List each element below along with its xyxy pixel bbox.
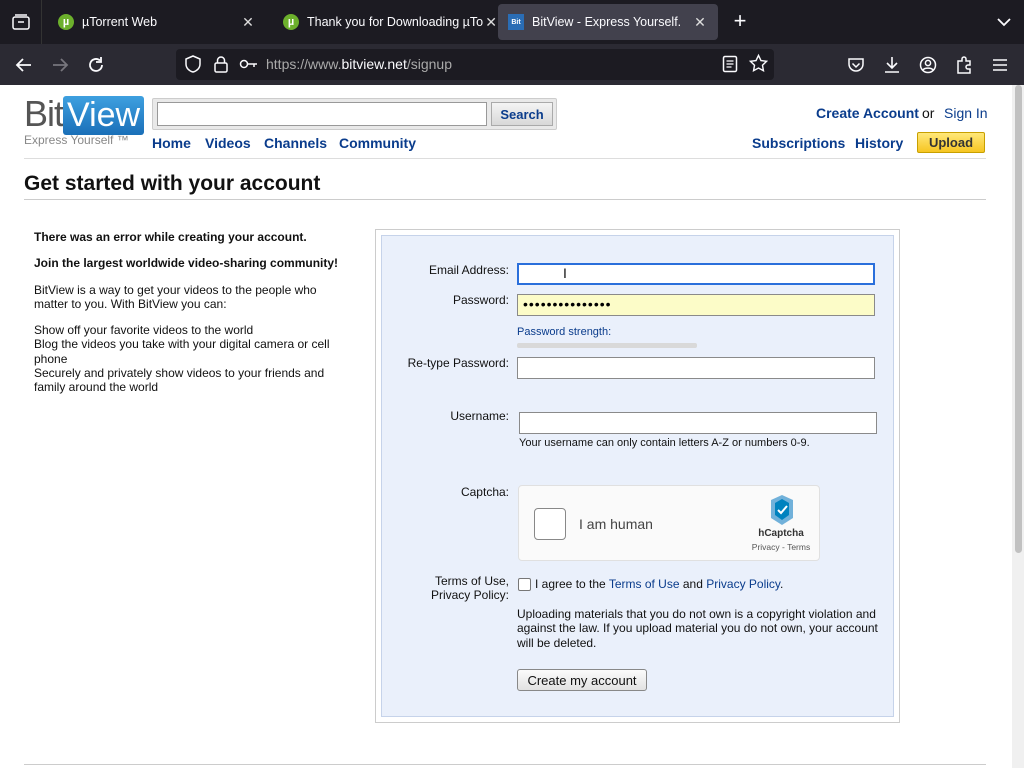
agree-suffix: .: [780, 577, 784, 591]
password-strength-label: Password strength:: [517, 326, 612, 338]
password-label: Password:: [452, 293, 509, 307]
password-field[interactable]: •••••••••••••••: [517, 294, 875, 316]
signup-form-frame: [375, 229, 900, 723]
email-label: Email Address:: [428, 263, 509, 277]
page-title: Get started with your account: [24, 172, 321, 195]
logo-view-text: View: [63, 96, 144, 135]
back-icon[interactable]: [13, 54, 35, 76]
list-all-tabs-icon[interactable]: [994, 12, 1014, 32]
hcaptcha-brand: hCaptcha: [758, 528, 804, 539]
menu-icon[interactable]: [989, 54, 1011, 76]
tab-bitview[interactable]: [498, 4, 718, 40]
or-text: or: [922, 105, 935, 121]
captcha-label: Captcha:: [460, 485, 509, 499]
create-account-button[interactable]: Create my account: [517, 669, 647, 691]
extensions-icon[interactable]: [953, 54, 975, 76]
footer-divider: [24, 764, 986, 765]
sign-in-link[interactable]: Sign In: [944, 105, 988, 121]
new-tab-icon[interactable]: +: [733, 8, 747, 33]
terms-label-line2: Privacy Policy:: [430, 588, 509, 602]
hcaptcha-logo-icon: [765, 494, 799, 526]
url-bar[interactable]: [176, 49, 774, 80]
terms-label: [369, 574, 509, 602]
reader-view-icon[interactable]: [722, 55, 738, 78]
nav-home[interactable]: Home: [152, 135, 191, 151]
tab-overview-icon: [12, 14, 30, 30]
header-divider: [24, 158, 986, 159]
username-label: Username:: [450, 409, 509, 423]
history-link[interactable]: History: [855, 135, 904, 151]
captcha-checkbox[interactable]: [534, 508, 566, 540]
bookmark-star-icon[interactable]: [749, 54, 768, 78]
page-scrollbar[interactable]: [1012, 85, 1024, 768]
agree-prefix: I agree to the: [535, 577, 606, 591]
password-strength-bar: [517, 343, 697, 348]
reload-icon[interactable]: [85, 54, 107, 76]
join-heading: Join the largest worldwide video-sharing community!: [34, 256, 339, 271]
subscriptions-link[interactable]: Subscriptions: [752, 135, 846, 151]
pocket-icon[interactable]: [845, 54, 867, 76]
close-tab-icon[interactable]: ✕: [485, 13, 497, 30]
utorrent-favicon-icon: µ: [283, 14, 299, 30]
tracking-protection-icon[interactable]: [184, 55, 202, 78]
upload-button[interactable]: Upload: [917, 132, 985, 153]
tab-title: Thank you for Downloading µTo: [307, 15, 484, 29]
feature-item: Show off your favorite videos to the world: [34, 323, 254, 338]
browser-nav-bar: [0, 44, 1024, 85]
retype-password-field[interactable]: [517, 357, 875, 379]
key-icon[interactable]: [239, 55, 259, 78]
privacy-policy-link[interactable]: Privacy Policy: [706, 577, 781, 591]
account-icon[interactable]: [917, 54, 939, 76]
tab-title: µTorrent Web: [82, 15, 158, 29]
logo-bit-text: Bit: [24, 93, 64, 134]
intro-text: BitView is a way to get your videos to the people who matter to you. With BitView you can:: [34, 282, 317, 311]
tab-title: BitView - Express Yourself.: [532, 15, 682, 29]
search-bar: [152, 98, 557, 130]
tab-utorrent-web[interactable]: [48, 4, 266, 40]
signup-form: [381, 235, 894, 717]
email-field[interactable]: [517, 263, 875, 285]
feature-item: Blog the videos you take with your digital camera or cell phone: [34, 337, 330, 366]
error-message: There was an error while creating your account.: [34, 230, 307, 244]
hcaptcha-links[interactable]: Privacy - Terms: [751, 542, 811, 552]
feature-item: Securely and privately show videos to your friends and family around the world: [34, 366, 325, 395]
nav-channels[interactable]: Channels: [264, 135, 328, 151]
url-text: https://www.bitview.net/signup: [266, 56, 452, 72]
retype-password-label: Re-type Password:: [407, 356, 509, 370]
and-text: and: [682, 577, 703, 591]
logo-tagline: Express Yourself ™: [24, 133, 129, 147]
title-divider: [24, 199, 986, 200]
browser-tab-bar: [0, 0, 1024, 44]
page-viewport: [0, 85, 1012, 768]
info-column: [34, 230, 344, 395]
agree-checkbox[interactable]: [518, 578, 531, 591]
bitview-favicon-icon: Bit: [508, 14, 524, 30]
close-tab-icon[interactable]: ✕: [694, 13, 706, 30]
username-note: Your username can only contain letters A-Z or numbers 0-9.: [519, 437, 810, 449]
scrollbar-thumb[interactable]: [1015, 85, 1022, 553]
text-cursor-icon: I: [563, 265, 567, 281]
utorrent-favicon-icon: µ: [58, 14, 74, 30]
search-input[interactable]: [157, 102, 487, 126]
create-account-link[interactable]: Create Account: [816, 105, 919, 121]
tab-overview-button[interactable]: [0, 0, 42, 44]
forward-icon[interactable]: [49, 54, 71, 76]
search-button[interactable]: Search: [491, 102, 553, 126]
downloads-icon[interactable]: [881, 54, 903, 76]
captcha-text: I am human: [579, 516, 653, 532]
bitview-logo[interactable]: [24, 93, 144, 147]
agree-text: [535, 577, 783, 591]
close-tab-icon[interactable]: ✕: [242, 13, 254, 30]
hcaptcha-widget: [518, 485, 820, 561]
terms-of-use-link[interactable]: Terms of Use: [608, 577, 680, 591]
username-field[interactable]: [519, 412, 877, 434]
copyright-note: Uploading materials that you do not own is a copyright violation and against the law. If you upload material you do not own, your account will be deleted.: [517, 607, 878, 650]
terms-label-line1: Terms of Use,: [434, 574, 509, 588]
nav-videos[interactable]: Videos: [205, 135, 251, 151]
lock-icon[interactable]: [212, 55, 230, 78]
nav-community[interactable]: Community: [339, 135, 416, 151]
tab-utorrent-download[interactable]: [273, 4, 497, 40]
